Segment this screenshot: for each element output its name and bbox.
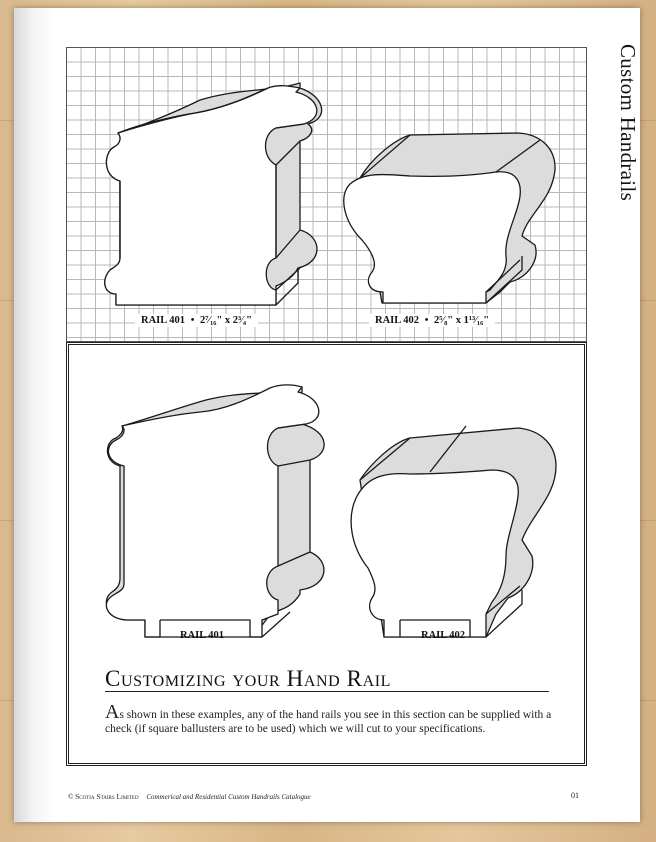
rail-401-dimensions: 2⁷⁄₁₆" x 2³⁄₄" (200, 315, 252, 326)
custom-caption-rail-401: RAIL 401 (180, 630, 225, 641)
footer-catalogue-title: Commerical and Residential Custom Handrails Catalogue (146, 793, 311, 801)
rail-401-name: RAIL 401 (141, 315, 186, 326)
caption-bullet: • (424, 315, 429, 326)
rail-402-name: RAIL 402 (375, 315, 420, 326)
section-heading: Customizing your Hand Rail (105, 666, 392, 691)
custom-caption-rail-402: RAIL 402 (421, 630, 466, 641)
copyright-symbol: © (68, 793, 74, 801)
body-drop-cap: A (105, 701, 120, 723)
rail-402-profile-drawing (344, 133, 555, 303)
footer-credit (68, 792, 311, 801)
body-paragraph: s shown in these examples, any of the hand rails you see in this section can be supplied with a check (if square ballusters are to be used) which we will cut to your specifications. (105, 709, 552, 735)
rail-401-profile-drawing (105, 83, 322, 305)
rail-401-check-profile-drawing (106, 385, 324, 637)
page-number: 01 (571, 791, 579, 800)
heading-rule (105, 691, 549, 692)
footer-company: Scotia Stairs Limited (75, 792, 139, 801)
caption-bullet: • (190, 315, 195, 326)
section-side-title: Custom Handrails (616, 44, 640, 202)
rail-402-check-profile-drawing (351, 426, 556, 637)
section-body-text (105, 701, 555, 736)
rail-402-dimensions: 2⁵⁄₈" x 1¹³⁄₁₆" (434, 315, 490, 326)
